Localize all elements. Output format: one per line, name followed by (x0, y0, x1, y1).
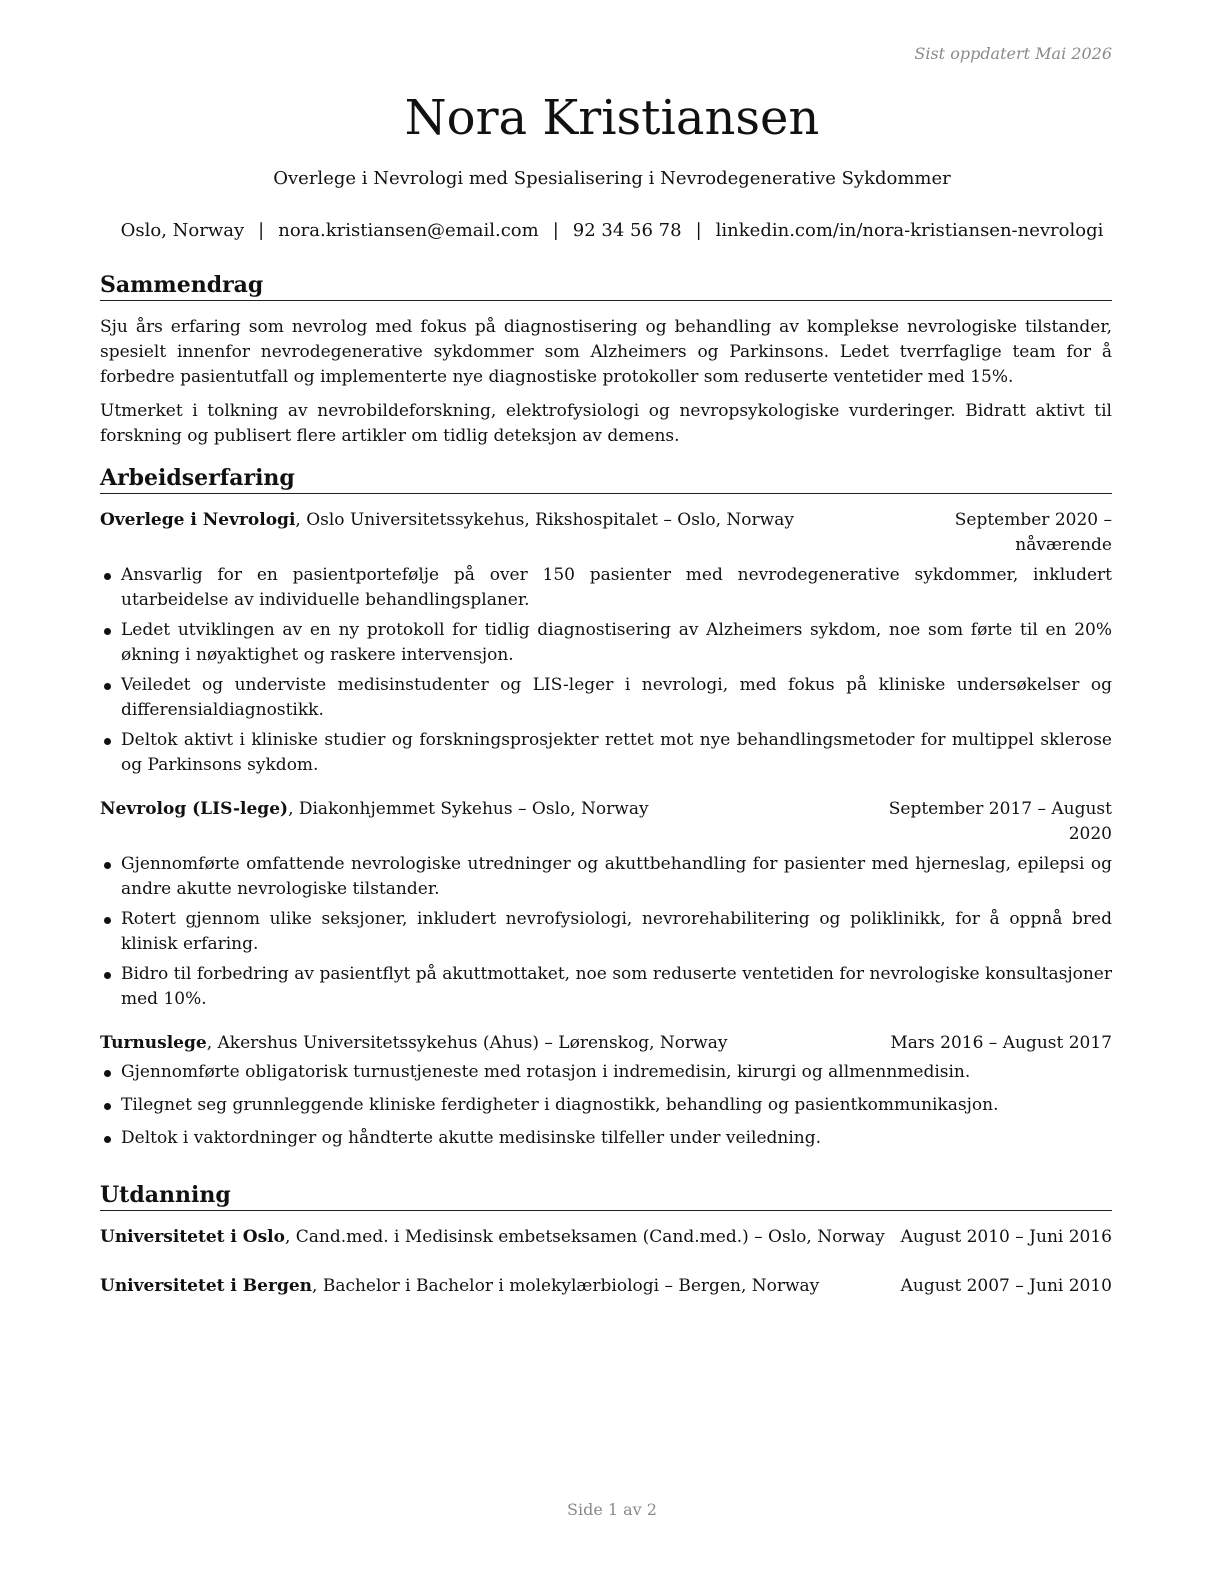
contact-email[interactable]: nora.kristiansen@email.com (278, 220, 539, 241)
job-dates: September 2017 – August 2020 (888, 799, 1112, 844)
contact-separator: | (695, 220, 702, 241)
contact-phone: 92 34 56 78 (572, 220, 682, 241)
job-title-line (100, 508, 872, 533)
list-item: Ansvarlig for en pasientportefølje på over 150 pasienter med nevrodegenerative sykdommer, inkludert utarbeidelse av individuelle behandlingsplaner. (100, 563, 1112, 613)
list-item: Ledet utviklingen av en ny protokoll for tidlig diagnostisering av Alzheimers sykdom, noe som førte til en 20% økning i nøyaktighet og raskere intervensjon. (100, 618, 1112, 668)
job-org: , Akershus Universitetssykehus (Ahus) – Lørenskog, Norway (206, 1033, 728, 1053)
job-header (100, 508, 1112, 558)
contact-line (0, 218, 1224, 244)
last-updated: Sist oppdatert Mai 2026 (914, 44, 1112, 63)
job-dates: September 2020 – nåværende (954, 510, 1112, 555)
summary-section (100, 271, 1112, 449)
contact-linkedin[interactable]: linkedin.com/in/nora-kristiansen-nevrologi (715, 220, 1104, 241)
section-title-experience: Arbeidserfaring (100, 464, 1112, 494)
experience-section (100, 464, 1112, 1151)
contact-separator: | (552, 220, 559, 241)
section-title-summary: Sammendrag (100, 271, 1112, 301)
headline: Overlege i Nevrologi med Spesialisering i Nevrodegenerative Sykdommer (273, 168, 951, 189)
education-entry (100, 1274, 1112, 1299)
list-item: Gjennomførte obligatorisk turnustjeneste med rotasjon i indremedisin, kirurgi og allmennmedisin. (100, 1060, 1112, 1085)
education-title-line (100, 1274, 901, 1299)
summary-paragraph: Sju års erfaring som nevrolog med fokus på diagnostisering og behandling av komplekse nevrologiske tilstander, spesielt innenfor nevrodegenerative sykdommer som Alzheimers og Parkinsons. Ledet tverrfaglige team for å forbedre pasientutfall og implementerte nye diagnostiske protokoller som reduserte ventetider med 15%. (100, 317, 1112, 387)
summary-paragraph: Utmerket i tolkning av nevrobildeforskning, elektrofysiologi og nevropsykologiske vurderinger. Bidratt aktivt til forskning og publisert flere artikler om tidlig deteksjon av demens. (100, 401, 1112, 446)
job-entry (100, 508, 1112, 778)
contact-separator: | (258, 220, 265, 241)
job-header (100, 797, 1112, 847)
list-item: Bidro til forbedring av pasientflyt på akuttmottaket, noe som reduserte ventetiden for nevrologiske konsultasjoner med 10%. (100, 962, 1112, 1012)
job-org: , Oslo Universitetssykehus, Rikshospitalet – Oslo, Norway (295, 510, 794, 530)
section-title-education: Utdanning (100, 1181, 1112, 1211)
list-item: Tilegnet seg grunnleggende kliniske ferdigheter i diagnostikk, behandling og pasientkommunikasjon. (100, 1093, 1112, 1118)
job-title-line (100, 1031, 890, 1056)
education-degree: , Cand.med. i Medisinsk embetseksamen (Cand.med.) – Oslo, Norway (284, 1227, 885, 1247)
education-school: Universitetet i Oslo (100, 1227, 285, 1247)
job-entry (100, 1031, 1112, 1151)
education-dates: August 2010 – Juni 2016 (900, 1227, 1112, 1247)
education-title-line (100, 1225, 901, 1250)
list-item: Veiledet og underviste medisinstudenter og LIS-leger i nevrologi, med fokus på kliniske undersøkelser og differensialdiagnostikk. (100, 673, 1112, 723)
contact-location: Oslo, Norway (120, 220, 245, 241)
education-dates: August 2007 – Juni 2010 (900, 1276, 1112, 1296)
education-section (100, 1181, 1112, 1299)
education-entry (100, 1225, 1112, 1250)
job-entry (100, 797, 1112, 1012)
list-item: Gjennomførte omfattende nevrologiske utredninger og akuttbehandling for pasienter med hjerneslag, epilepsi og andre akutte nevrologiske tilstander. (100, 852, 1112, 902)
job-role: Nevrolog (LIS-lege) (100, 799, 289, 819)
candidate-name: Nora Kristiansen (404, 90, 820, 146)
job-bullets (100, 563, 1112, 778)
job-org: , Diakonhjemmet Sykehus – Oslo, Norway (288, 799, 649, 819)
job-role: Overlege i Nevrologi (100, 510, 296, 530)
list-item: Deltok aktivt i kliniske studier og forskningsprosjekter rettet mot nye behandlingsmetoder for multippel sklerose og Parkinsons sykdom. (100, 728, 1112, 778)
job-header (100, 1031, 1112, 1056)
job-title-line (100, 797, 872, 822)
list-item: Rotert gjennom ulike seksjoner, inkludert nevrofysiologi, nevrorehabilitering og poliklinikk, for å oppnå bred klinisk erfaring. (100, 907, 1112, 957)
page-number: Side 1 av 2 (567, 1500, 657, 1519)
job-bullets (100, 852, 1112, 1012)
job-bullets (100, 1060, 1112, 1151)
education-school: Universitetet i Bergen (100, 1276, 313, 1296)
list-item: Deltok i vaktordninger og håndterte akutte medisinske tilfeller under veiledning. (100, 1126, 1112, 1151)
job-role: Turnuslege (100, 1033, 207, 1053)
education-degree: , Bachelor i Bachelor i molekylærbiologi – Bergen, Norway (312, 1276, 820, 1296)
job-dates: Mars 2016 – August 2017 (890, 1033, 1112, 1053)
